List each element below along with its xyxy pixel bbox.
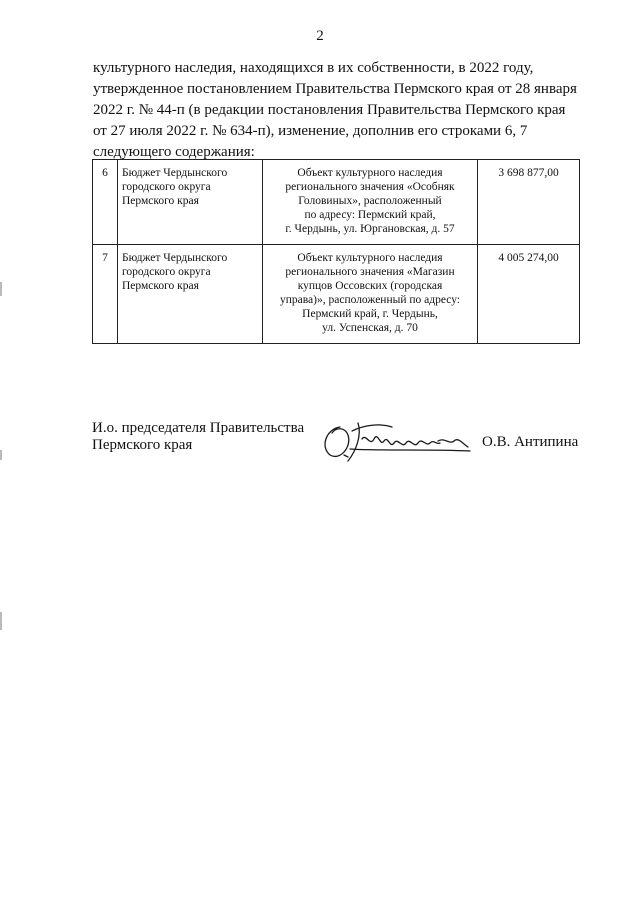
row-number: 6: [93, 160, 118, 245]
cell-line: Головиных», расположенный: [298, 195, 442, 207]
cell-line: купцов Оссовских (городская: [297, 280, 443, 292]
budget-source: [118, 245, 263, 344]
scan-mark: [0, 450, 2, 460]
row-number: 7: [93, 245, 118, 344]
body-line: следующего содержания:: [93, 144, 255, 160]
heritage-object: [263, 245, 478, 344]
body-line: культурного наследия, находящихся в их собственности, в 2022 году,: [93, 60, 534, 76]
budget-source: [118, 160, 263, 245]
cell-line: Пермского края: [122, 280, 199, 292]
body-line: от 27 июля 2022 г. № 634-п), изменение, дополнив его строками 6, 7: [93, 123, 528, 139]
signer-position: [92, 420, 304, 454]
cell-line: г. Чердынь, ул. Юргановская, д. 57: [285, 223, 455, 235]
cell-line: регионального значения «Особняк: [285, 181, 455, 193]
cell-line: Бюджет Чердынского: [122, 252, 228, 264]
table-row: [93, 245, 580, 344]
page-number: 2: [316, 28, 324, 44]
body-text: [93, 58, 581, 163]
amount: 4 005 274,00: [478, 245, 580, 344]
funding-table: [92, 159, 580, 344]
cell-line: Объект культурного наследия: [297, 252, 443, 264]
scan-mark: [0, 612, 2, 630]
scan-mark: [0, 282, 2, 296]
body-line: утвержденное постановлением Правительства Пермского края от 28 января: [93, 81, 577, 97]
cell-line: городского округа: [122, 266, 211, 278]
cell-line: регионального значения «Магазин: [285, 266, 455, 278]
cell-line: Пермский край, г. Чердынь,: [302, 308, 438, 320]
signer-position-line: И.о. председателя Правительства: [92, 420, 305, 436]
cell-line: Пермского края: [122, 195, 199, 207]
cell-line: по адресу: Пермский край,: [304, 209, 436, 221]
body-line: 2022 г. № 44-п (в редакции постановления Правительства Пермского края: [93, 102, 566, 118]
heritage-object: [263, 160, 478, 245]
amount: 3 698 877,00: [478, 160, 580, 245]
cell-line: управа)», расположенный по адресу:: [280, 294, 460, 306]
signer-name: О.В. Антипина: [482, 434, 579, 450]
cell-line: ул. Успенская, д. 70: [322, 322, 418, 334]
cell-line: Бюджет Чердынского: [122, 167, 228, 179]
cell-line: городского округа: [122, 181, 211, 193]
table-row: [93, 160, 580, 245]
signer-position-line: Пермского края: [92, 437, 193, 453]
handwritten-signature: [318, 415, 478, 465]
cell-line: Объект культурного наследия: [297, 167, 443, 179]
